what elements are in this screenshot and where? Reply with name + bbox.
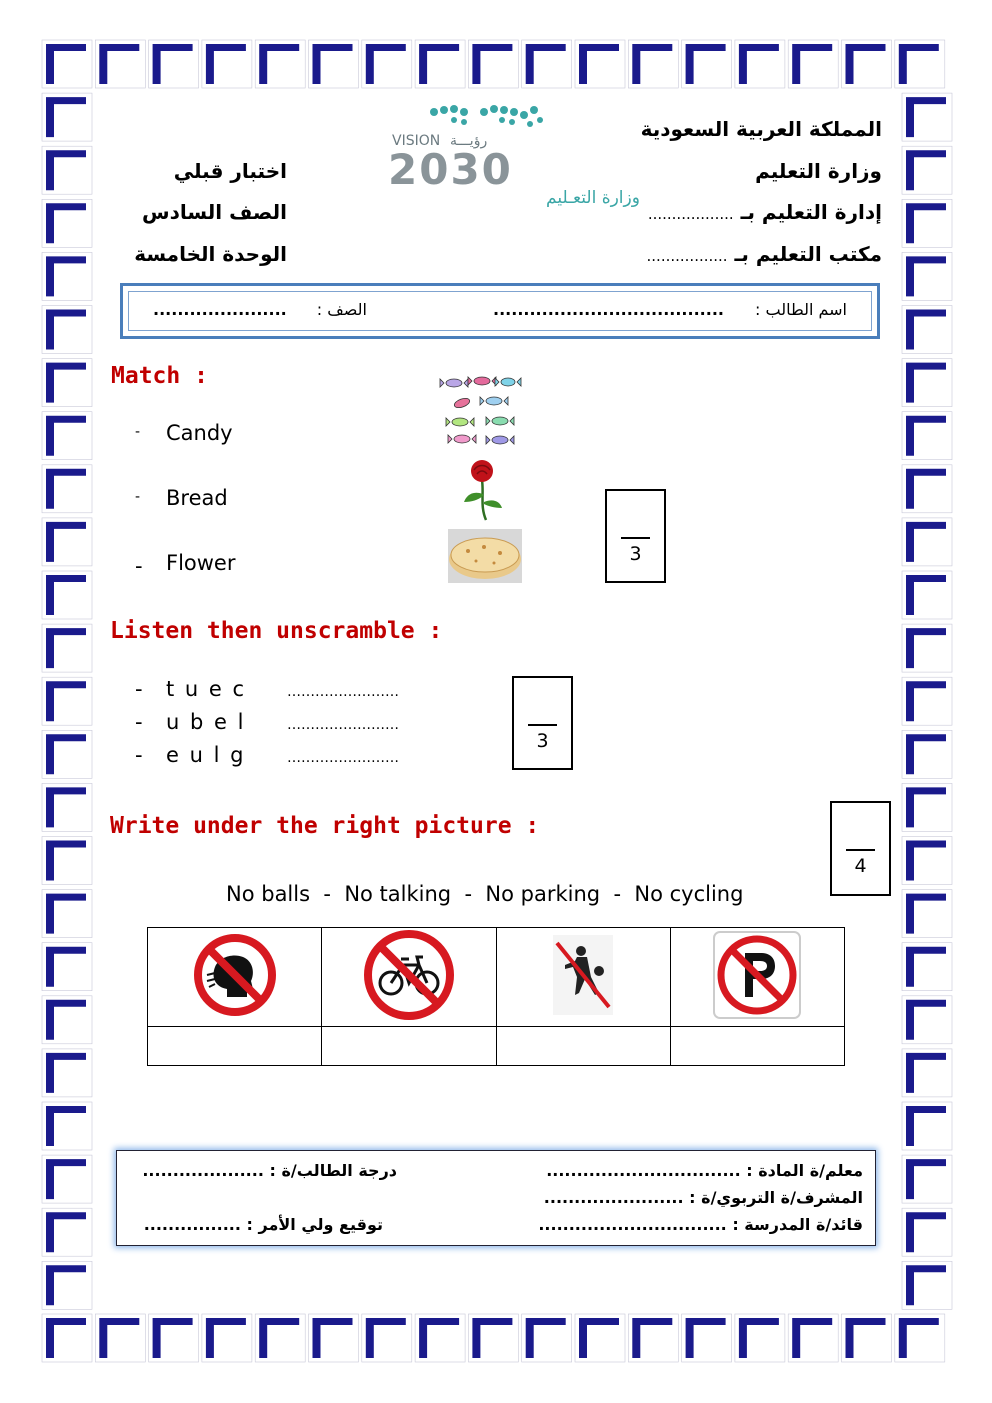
student-class-label: الصف :	[316, 300, 367, 319]
sign-cell	[322, 928, 496, 1027]
border-piece	[42, 1155, 92, 1203]
border-piece	[42, 93, 92, 141]
border-piece	[522, 40, 572, 88]
border-piece	[42, 624, 92, 672]
border-piece	[788, 40, 838, 88]
border-piece	[842, 40, 892, 88]
border-piece	[682, 40, 732, 88]
border-piece	[42, 730, 92, 778]
border-piece	[468, 1314, 518, 1362]
border-piece	[895, 1314, 945, 1362]
match-word-bread: Bread	[166, 486, 228, 510]
answer-cell[interactable]	[322, 1027, 496, 1066]
answer-cell[interactable]	[148, 1027, 322, 1066]
border-piece	[628, 1314, 678, 1362]
header-ministry: وزارة التعليم	[755, 159, 882, 183]
match-score-box: 3	[605, 489, 666, 583]
border-piece	[902, 252, 952, 300]
border-piece	[42, 199, 92, 247]
border-piece	[902, 359, 952, 407]
grade-label: درجة الطالب/ة : ....................	[142, 1161, 397, 1180]
border-piece	[149, 1314, 199, 1362]
border-piece	[309, 40, 359, 88]
write-heading: Write under the right picture :	[110, 813, 540, 839]
principal-label: قائد/ة المدرسة : ...............................	[538, 1215, 863, 1234]
no-balls-sign	[551, 933, 615, 1017]
unscramble-bullet: -	[135, 677, 143, 701]
border-piece	[575, 40, 625, 88]
unscramble-score-box: 3	[512, 676, 573, 770]
teacher-label: معلم/ة المادة : ................................	[546, 1161, 863, 1180]
bread-picture	[448, 529, 522, 583]
border-piece	[415, 40, 465, 88]
unscramble-letters: u b e l	[166, 710, 246, 734]
border-piece	[42, 518, 92, 566]
unscramble-letters: t u e c	[166, 677, 247, 701]
unscramble-blank[interactable]: ……………………	[287, 717, 399, 733]
border-piece	[42, 996, 92, 1044]
border-piece	[902, 943, 952, 991]
parent-label: توقيع ولي الأمر : ................	[143, 1215, 383, 1234]
student-name-field[interactable]: ......................................	[493, 300, 724, 319]
header-education-office: مكتب التعليم بـ .................	[646, 242, 882, 266]
border-piece	[362, 40, 412, 88]
unscramble-blank[interactable]: ……………………	[287, 684, 399, 700]
border-piece	[202, 40, 252, 88]
supervisor-label: المشرف/ة التربوي/ة : .......................	[543, 1188, 863, 1207]
border-piece	[902, 677, 952, 725]
student-class-field[interactable]: ......................	[153, 300, 287, 319]
signs-table	[147, 927, 845, 1066]
grade-field[interactable]: ....................	[142, 1161, 264, 1180]
match-word-flower: Flower	[166, 551, 236, 575]
border-piece	[42, 1208, 92, 1256]
border-piece	[255, 1314, 305, 1362]
border-piece	[149, 40, 199, 88]
match-bullet: -	[135, 554, 143, 578]
border-piece	[902, 571, 952, 619]
border-piece	[902, 93, 952, 141]
border-piece	[902, 412, 952, 460]
logo-year: 2030	[388, 145, 513, 194]
match-bullet: -	[135, 489, 141, 505]
border-piece	[42, 40, 92, 88]
signature-box	[116, 1150, 876, 1246]
border-piece	[42, 890, 92, 938]
border-piece	[309, 1314, 359, 1362]
word-bank: No balls - No talking - No parking - No cycling	[226, 882, 744, 906]
vision-2030-logo	[384, 98, 640, 210]
student-name-label: اسم الطالب :	[755, 300, 847, 319]
border-piece	[42, 943, 92, 991]
header-education-admin: إدارة التعليم بـ ..................	[647, 200, 882, 224]
candy-picture	[440, 374, 522, 448]
border-piece	[902, 837, 952, 885]
border-piece	[842, 1314, 892, 1362]
border-piece	[202, 1314, 252, 1362]
header-grade: الصف السادس	[142, 200, 287, 224]
border-piece	[42, 1049, 92, 1097]
border-piece	[902, 465, 952, 513]
unscramble-bullet: -	[135, 743, 143, 767]
logo-vision-ar: رؤيـــة	[450, 133, 488, 149]
border-piece	[902, 783, 952, 831]
logo-vision-text: VISION	[392, 133, 441, 149]
logo-ministry-text: وزارة التعـليم	[546, 188, 640, 208]
border-piece	[42, 252, 92, 300]
border-piece	[42, 1261, 92, 1309]
answer-cell[interactable]	[496, 1027, 670, 1066]
border-piece	[42, 1314, 92, 1362]
border-piece	[902, 146, 952, 194]
border-piece	[42, 783, 92, 831]
border-piece	[42, 412, 92, 460]
border-piece	[902, 1155, 952, 1203]
border-piece	[902, 199, 952, 247]
unscramble-letters: e u l g	[166, 743, 246, 767]
header-test-type: اختبار قبلي	[173, 159, 287, 183]
border-piece	[362, 1314, 412, 1362]
border-piece	[42, 359, 92, 407]
supervisor-field[interactable]: .......................	[543, 1188, 684, 1207]
sign-cell	[496, 928, 670, 1027]
border-piece	[902, 1208, 952, 1256]
border-piece	[575, 1314, 625, 1362]
unscramble-bullet: -	[135, 710, 143, 734]
header-kingdom: المملكة العربية السعودية	[640, 117, 882, 141]
border-piece	[902, 306, 952, 354]
border-piece	[255, 40, 305, 88]
no-parking-sign	[713, 931, 801, 1019]
border-piece	[735, 40, 785, 88]
sign-cell	[148, 928, 322, 1027]
border-piece	[42, 146, 92, 194]
border-piece	[735, 1314, 785, 1362]
header-unit: الوحدة الخامسة	[134, 242, 287, 266]
border-piece	[95, 40, 145, 88]
border-piece	[788, 1314, 838, 1362]
principal-field[interactable]: ...............................	[538, 1215, 727, 1234]
border-piece	[42, 465, 92, 513]
border-piece	[42, 837, 92, 885]
flower-picture	[458, 458, 508, 522]
border-piece	[42, 571, 92, 619]
unscramble-blank[interactable]: ……………………	[287, 750, 399, 766]
border-piece	[522, 1314, 572, 1362]
border-piece	[902, 1049, 952, 1097]
border-piece	[902, 890, 952, 938]
match-bullet: -	[135, 424, 141, 440]
no-talking-sign	[193, 933, 277, 1017]
border-piece	[682, 1314, 732, 1362]
no-cycling-sign	[363, 929, 455, 1021]
write-score-box: 4	[830, 801, 891, 896]
parent-field[interactable]: ................	[143, 1215, 241, 1234]
unscramble-heading: Listen then unscramble :	[110, 618, 443, 644]
teacher-field[interactable]: ................................	[546, 1161, 741, 1180]
answer-cell[interactable]	[670, 1027, 844, 1066]
border-piece	[902, 1102, 952, 1150]
border-piece	[628, 40, 678, 88]
border-piece	[95, 1314, 145, 1362]
border-piece	[902, 730, 952, 778]
border-piece	[468, 40, 518, 88]
border-piece	[895, 40, 945, 88]
border-piece	[42, 677, 92, 725]
border-piece	[902, 1261, 952, 1309]
border-piece	[415, 1314, 465, 1362]
match-word-candy: Candy	[166, 421, 233, 445]
border-piece	[42, 1102, 92, 1150]
border-piece	[42, 306, 92, 354]
sign-cell	[670, 928, 844, 1027]
student-info-box	[120, 283, 880, 339]
border-piece	[902, 518, 952, 566]
match-heading: Match :	[111, 363, 208, 389]
border-piece	[902, 996, 952, 1044]
border-piece	[902, 624, 952, 672]
